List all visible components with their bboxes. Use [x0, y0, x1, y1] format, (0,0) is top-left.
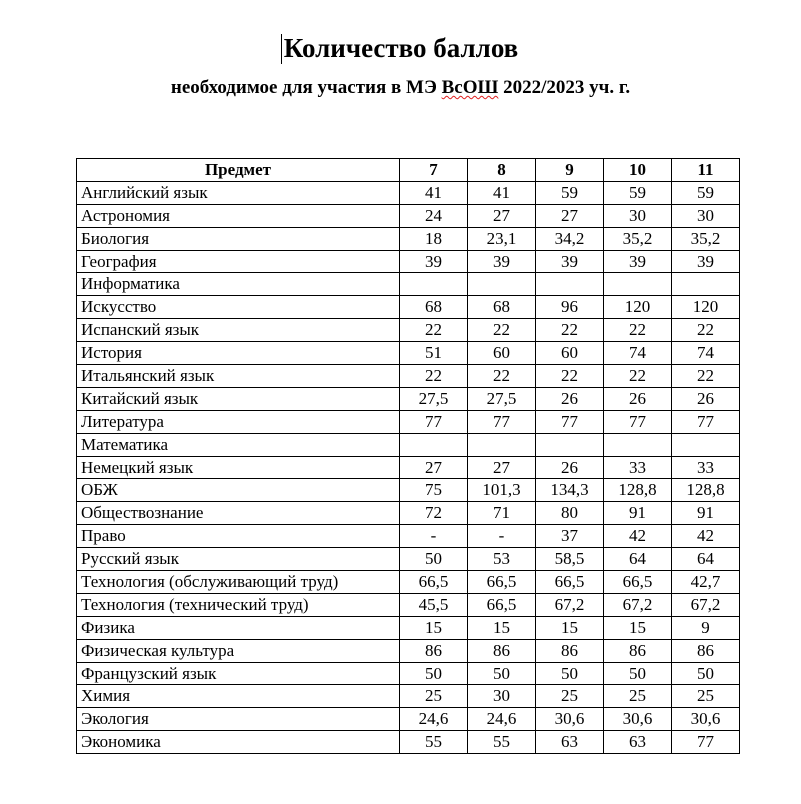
- score-cell-grade-11: 33: [672, 456, 740, 479]
- table-row: [77, 456, 740, 479]
- text-cursor: [281, 34, 282, 64]
- score-cell-grade-9: 63: [536, 731, 604, 754]
- score-cell-grade-9: 60: [536, 342, 604, 365]
- score-cell-grade-7: [400, 433, 468, 456]
- subject-cell: ОБЖ: [77, 479, 400, 502]
- score-cell-grade-7: 18: [400, 227, 468, 250]
- score-cell-grade-11: 59: [672, 181, 740, 204]
- score-cell-grade-7: 86: [400, 639, 468, 662]
- score-cell-grade-11: 67,2: [672, 593, 740, 616]
- subject-cell: Литература: [77, 410, 400, 433]
- score-cell-grade-8: 60: [468, 342, 536, 365]
- score-cell-grade-9: 15: [536, 616, 604, 639]
- score-cell-grade-11: 86: [672, 639, 740, 662]
- score-cell-grade-10: [604, 433, 672, 456]
- table-row: [77, 342, 740, 365]
- score-cell-grade-7: 50: [400, 662, 468, 685]
- score-cell-grade-8: 101,3: [468, 479, 536, 502]
- document-title[interactable]: Количество баллов: [283, 33, 519, 63]
- score-cell-grade-7: 25: [400, 685, 468, 708]
- score-cell-grade-8: [468, 433, 536, 456]
- table-row: [77, 365, 740, 388]
- score-cell-grade-8: 39: [468, 250, 536, 273]
- subject-cell: Биология: [77, 227, 400, 250]
- header-grade-11: 11: [672, 159, 740, 182]
- subject-cell: Технология (обслуживающий труд): [77, 571, 400, 594]
- score-cell-grade-10: [604, 273, 672, 296]
- score-cell-grade-9: 134,3: [536, 479, 604, 502]
- score-cell-grade-9: 80: [536, 502, 604, 525]
- score-cell-grade-9: 86: [536, 639, 604, 662]
- score-cell-grade-8: 24,6: [468, 708, 536, 731]
- subject-cell: Итальянский язык: [77, 365, 400, 388]
- score-cell-grade-11: 22: [672, 365, 740, 388]
- table-row: [77, 731, 740, 754]
- score-cell-grade-11: [672, 433, 740, 456]
- subject-cell: Физическая культура: [77, 639, 400, 662]
- score-cell-grade-10: 50: [604, 662, 672, 685]
- score-cell-grade-11: 42: [672, 525, 740, 548]
- subject-cell: Обществознание: [77, 502, 400, 525]
- subject-cell: Технология (технический труд): [77, 593, 400, 616]
- score-cell-grade-8: 86: [468, 639, 536, 662]
- table-row: [77, 204, 740, 227]
- table-row: [77, 685, 740, 708]
- score-cell-grade-11: 26: [672, 387, 740, 410]
- score-cell-grade-10: 64: [604, 548, 672, 571]
- score-cell-grade-10: 30,6: [604, 708, 672, 731]
- score-cell-grade-9: 30,6: [536, 708, 604, 731]
- score-cell-grade-9: 39: [536, 250, 604, 273]
- score-cell-grade-11: 9: [672, 616, 740, 639]
- score-cell-grade-7: 77: [400, 410, 468, 433]
- score-cell-grade-7: 27: [400, 456, 468, 479]
- score-cell-grade-7: 39: [400, 250, 468, 273]
- score-cell-grade-11: 74: [672, 342, 740, 365]
- score-cell-grade-8: 27: [468, 456, 536, 479]
- score-cell-grade-11: 50: [672, 662, 740, 685]
- score-cell-grade-8: -: [468, 525, 536, 548]
- score-cell-grade-8: 53: [468, 548, 536, 571]
- score-cell-grade-8: 68: [468, 296, 536, 319]
- score-cell-grade-9: [536, 433, 604, 456]
- score-cell-grade-7: 24: [400, 204, 468, 227]
- table-header-row: [77, 159, 740, 182]
- table-row: [77, 502, 740, 525]
- table-row: [77, 387, 740, 410]
- table-row: [77, 616, 740, 639]
- subject-cell: Химия: [77, 685, 400, 708]
- score-cell-grade-11: 30,6: [672, 708, 740, 731]
- score-cell-grade-10: 86: [604, 639, 672, 662]
- score-cell-grade-7: 68: [400, 296, 468, 319]
- score-cell-grade-8: 50: [468, 662, 536, 685]
- header-subject: Предмет: [77, 159, 400, 182]
- table-row: [77, 181, 740, 204]
- score-cell-grade-9: [536, 273, 604, 296]
- table-body: [77, 181, 740, 753]
- score-cell-grade-8: 23,1: [468, 227, 536, 250]
- score-cell-grade-9: 96: [536, 296, 604, 319]
- score-cell-grade-9: 34,2: [536, 227, 604, 250]
- subtitle-text-start: необходимое для участия в МЭ: [170, 77, 442, 98]
- score-cell-grade-7: 72: [400, 502, 468, 525]
- misspelled-word[interactable]: ВсОШ: [441, 77, 499, 98]
- score-cell-grade-9: 25: [536, 685, 604, 708]
- table-row: [77, 433, 740, 456]
- score-cell-grade-7: [400, 273, 468, 296]
- score-cell-grade-10: 77: [604, 410, 672, 433]
- score-cell-grade-11: 30: [672, 204, 740, 227]
- document-title-wrapper[interactable]: [283, 31, 518, 65]
- table-row: [77, 639, 740, 662]
- subject-cell: Французский язык: [77, 662, 400, 685]
- table-row: [77, 525, 740, 548]
- subject-cell: Искусство: [77, 296, 400, 319]
- score-cell-grade-9: 22: [536, 365, 604, 388]
- header-grade-10: 10: [604, 159, 672, 182]
- score-cell-grade-9: 26: [536, 456, 604, 479]
- score-cell-grade-7: 22: [400, 319, 468, 342]
- score-cell-grade-8: 55: [468, 731, 536, 754]
- score-cell-grade-11: 35,2: [672, 227, 740, 250]
- subject-cell: Физика: [77, 616, 400, 639]
- table-row: [77, 410, 740, 433]
- score-cell-grade-7: 22: [400, 365, 468, 388]
- score-cell-grade-11: 91: [672, 502, 740, 525]
- score-cell-grade-11: 25: [672, 685, 740, 708]
- subject-cell: История: [77, 342, 400, 365]
- score-cell-grade-10: 26: [604, 387, 672, 410]
- score-cell-grade-10: 91: [604, 502, 672, 525]
- score-cell-grade-7: 24,6: [400, 708, 468, 731]
- score-cell-grade-8: 27,5: [468, 387, 536, 410]
- score-cell-grade-9: 27: [536, 204, 604, 227]
- score-cell-grade-9: 67,2: [536, 593, 604, 616]
- score-cell-grade-10: 33: [604, 456, 672, 479]
- subject-cell: Немецкий язык: [77, 456, 400, 479]
- score-cell-grade-8: 66,5: [468, 571, 536, 594]
- score-cell-grade-11: 77: [672, 410, 740, 433]
- score-cell-grade-7: 45,5: [400, 593, 468, 616]
- score-cell-grade-10: 128,8: [604, 479, 672, 502]
- subject-cell: Экология: [77, 708, 400, 731]
- subject-cell: Английский язык: [77, 181, 400, 204]
- score-cell-grade-7: 51: [400, 342, 468, 365]
- document-title-block: [0, 31, 801, 65]
- score-cell-grade-11: [672, 273, 740, 296]
- score-cell-grade-7: 55: [400, 731, 468, 754]
- header-grade-7: 7: [400, 159, 468, 182]
- subject-cell: Право: [77, 525, 400, 548]
- score-cell-grade-8: 77: [468, 410, 536, 433]
- score-cell-grade-9: 66,5: [536, 571, 604, 594]
- score-cell-grade-7: -: [400, 525, 468, 548]
- subject-cell: Экономика: [77, 731, 400, 754]
- score-cell-grade-8: 66,5: [468, 593, 536, 616]
- subject-cell: Испанский язык: [77, 319, 400, 342]
- table-row: [77, 479, 740, 502]
- score-cell-grade-8: [468, 273, 536, 296]
- table-row: [77, 227, 740, 250]
- subject-cell: Информатика: [77, 273, 400, 296]
- score-cell-grade-11: 128,8: [672, 479, 740, 502]
- score-cell-grade-10: 30: [604, 204, 672, 227]
- score-cell-grade-9: 50: [536, 662, 604, 685]
- score-cell-grade-11: 77: [672, 731, 740, 754]
- score-cell-grade-10: 25: [604, 685, 672, 708]
- score-cell-grade-8: 22: [468, 365, 536, 388]
- score-cell-grade-7: 27,5: [400, 387, 468, 410]
- score-cell-grade-7: 66,5: [400, 571, 468, 594]
- subject-cell: Русский язык: [77, 548, 400, 571]
- score-cell-grade-10: 15: [604, 616, 672, 639]
- table-row: [77, 593, 740, 616]
- table-row: [77, 662, 740, 685]
- header-grade-8: 8: [468, 159, 536, 182]
- score-cell-grade-8: 15: [468, 616, 536, 639]
- table-row: [77, 319, 740, 342]
- table-row: [77, 273, 740, 296]
- score-cell-grade-11: 42,7: [672, 571, 740, 594]
- score-cell-grade-11: 22: [672, 319, 740, 342]
- score-cell-grade-10: 22: [604, 319, 672, 342]
- score-cell-grade-11: 39: [672, 250, 740, 273]
- score-cell-grade-10: 39: [604, 250, 672, 273]
- subtitle-text-end: 2022/2023 уч. г.: [498, 77, 631, 98]
- score-cell-grade-7: 41: [400, 181, 468, 204]
- score-cell-grade-9: 37: [536, 525, 604, 548]
- document-subtitle[interactable]: [0, 76, 801, 100]
- score-cell-grade-10: 42: [604, 525, 672, 548]
- score-cell-grade-9: 59: [536, 181, 604, 204]
- score-cell-grade-10: 35,2: [604, 227, 672, 250]
- score-cell-grade-8: 30: [468, 685, 536, 708]
- score-cell-grade-9: 58,5: [536, 548, 604, 571]
- score-cell-grade-9: 22: [536, 319, 604, 342]
- score-cell-grade-10: 22: [604, 365, 672, 388]
- score-cell-grade-10: 74: [604, 342, 672, 365]
- score-cell-grade-11: 120: [672, 296, 740, 319]
- subject-cell: География: [77, 250, 400, 273]
- score-cell-grade-7: 75: [400, 479, 468, 502]
- table-row: [77, 250, 740, 273]
- table-row: [77, 296, 740, 319]
- score-cell-grade-7: 15: [400, 616, 468, 639]
- score-cell-grade-9: 26: [536, 387, 604, 410]
- table-row: [77, 571, 740, 594]
- score-cell-grade-7: 50: [400, 548, 468, 571]
- score-cell-grade-10: 66,5: [604, 571, 672, 594]
- score-cell-grade-8: 41: [468, 181, 536, 204]
- score-cell-grade-10: 67,2: [604, 593, 672, 616]
- subject-cell: Астрономия: [77, 204, 400, 227]
- score-cell-grade-11: 64: [672, 548, 740, 571]
- table-row: [77, 548, 740, 571]
- score-cell-grade-10: 120: [604, 296, 672, 319]
- subject-cell: Китайский язык: [77, 387, 400, 410]
- subject-cell: Математика: [77, 433, 400, 456]
- scores-table: [76, 158, 740, 754]
- score-cell-grade-8: 22: [468, 319, 536, 342]
- score-cell-grade-10: 63: [604, 731, 672, 754]
- score-cell-grade-9: 77: [536, 410, 604, 433]
- table-row: [77, 708, 740, 731]
- score-cell-grade-8: 27: [468, 204, 536, 227]
- score-cell-grade-10: 59: [604, 181, 672, 204]
- header-grade-9: 9: [536, 159, 604, 182]
- score-cell-grade-8: 71: [468, 502, 536, 525]
